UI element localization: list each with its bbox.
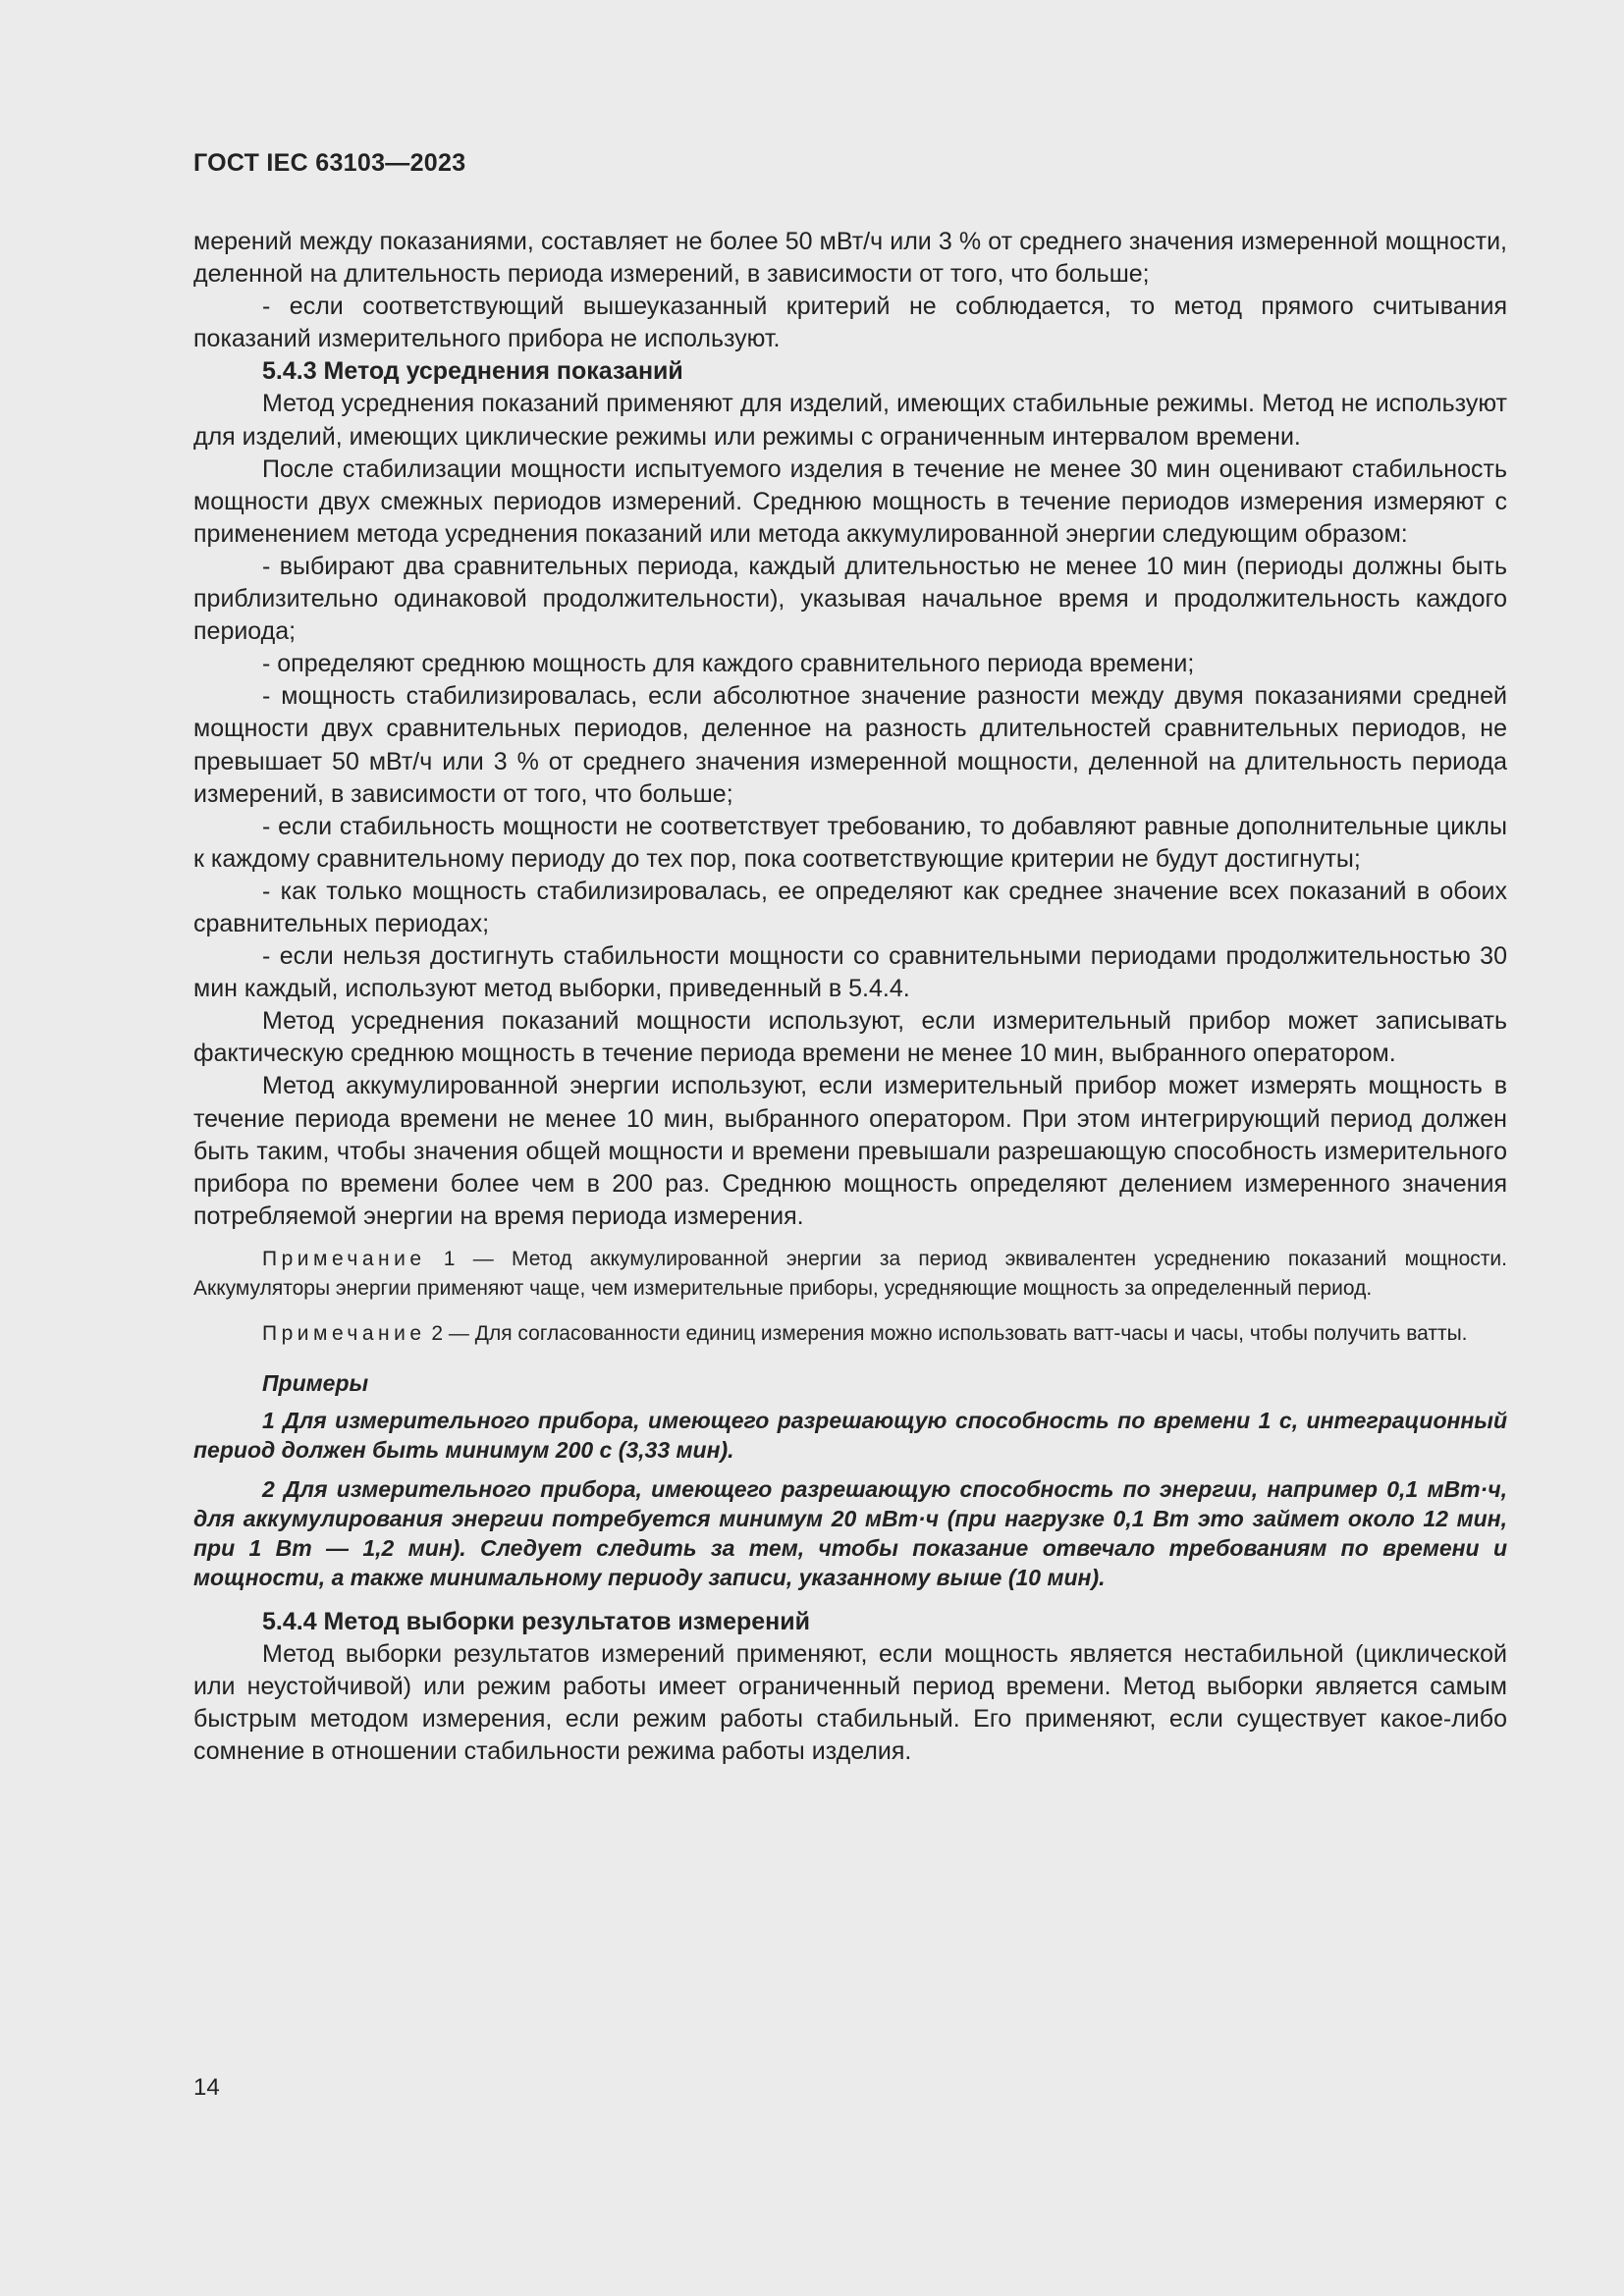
example-item: 2 Для измерительного прибора, имеющего разрешающую способность по энергии, например 0,1 мВт·ч, для аккумулирования энергии потребуется минимум 20 мВт·ч (при нагрузке 0,1 Вт это займет около 12 мин, при 1 Вт — 1,2 мин). Следует следить за тем, чтобы показание отвечало требованиям по времени и мощности, а также минимальному периоду записи, указанному выше (10 мин). bbox=[193, 1475, 1507, 1590]
list-item: - определяют среднюю мощность для каждого сравнительного периода времени; bbox=[262, 650, 1195, 678]
section-heading-5-4-3: 5.4.3 Метод усреднения показаний bbox=[262, 357, 683, 386]
paragraph: Метод усреднения показаний мощности используют, если измерительный прибор может записывать фактическую среднюю мощность в течение периода времени не менее 10 мин, выбранного оператором. bbox=[193, 1007, 1507, 1068]
note-label: Примечание bbox=[262, 1321, 426, 1345]
list-item: - если соответствующий вышеуказанный критерий не соблюдается, то метод прямого считывания показаний измерительного прибора не используют. bbox=[193, 293, 1507, 353]
section-heading-5-4-4: 5.4.4 Метод выборки результатов измерений bbox=[262, 1607, 810, 1635]
list-item: - выбирают два сравнительных периода, каждый длительностью не менее 10 мин (периоды должны быть приблизительно одинаковой продолжительности), указывая начальное время и продолжительность каждого периода; bbox=[193, 552, 1507, 646]
list-item: - мощность стабилизировалась, если абсолютное значение разности между двумя показаниями средней мощности двух сравнительных периодов, деленное на разность длительностей сравнительных периодов, не превышает 50 мВт/ч или 3 % от среднего значения измеренной мощности, деленной на длительность периода измерений, в зависимости от того, что больше; bbox=[193, 682, 1507, 808]
note-text: 1 — Метод аккумулированной энергии за период эквивалентен усреднению показаний мощности. Аккумуляторы энергии применяют чаще, чем измерительные приборы, усредняющие мощность за определенный период. bbox=[193, 1247, 1507, 1300]
examples-title: Примеры bbox=[262, 1369, 369, 1396]
paragraph: Метод выборки результатов измерений применяют, если мощность является нестабильной (циклической или неустойчивой) или режим работы имеет ограниченный период времени. Метод выборки является самым быстрым методом измерения, если режим работы стабильный. Его применяют, если существует какое-либо сомнение в отношении стабильности режима работы изделия. bbox=[193, 1640, 1507, 1766]
paragraph-continuation: мерений между показаниями, составляет не более 50 мВт/ч или 3 % от среднего значения измеренной мощности, деленной на длительность периода измерений, в зависимости от того, что больше; bbox=[193, 228, 1507, 289]
document-body bbox=[193, 226, 1507, 1768]
note-2 bbox=[193, 1319, 1507, 1349]
list-item: - если нельзя достигнуть стабильности мощности со сравнительными периодами продолжительностью 30 мин каждый, используют метод выборки, приведенный в 5.4.4. bbox=[193, 942, 1507, 1003]
paragraph: После стабилизации мощности испытуемого изделия в течение не менее 30 мин оценивают стабильность мощности двух смежных периодов измерений. Среднюю мощность в течение периодов измерения измеряют с применением метода усреднения показаний или метода аккумулированной энергии следующим образом: bbox=[193, 454, 1507, 548]
document-header: ГОСТ IEC 63103—2023 bbox=[193, 149, 466, 177]
example-item: 1 Для измерительного прибора, имеющего разрешающую способность по времени 1 с, интеграционный период должен быть минимум 200 с (3,33 мин). bbox=[193, 1407, 1507, 1463]
note-label: Примечание bbox=[262, 1247, 426, 1270]
paragraph: Метод аккумулированной энергии используют, если измерительный прибор может измерять мощность в течение периода времени не менее 10 мин, выбранного оператором. При этом интегрирующий период должен быть таким, чтобы значения общей мощности и времени превышали разрешающую способность измерительного прибора по времени более чем в 200 раз. Среднюю мощность определяют делением измеренного значения потребляемой энергии на время периода измерения. bbox=[193, 1072, 1507, 1230]
note-text: 2 — Для согласованности единиц измерения можно использовать ватт-часы и часы, чтобы получить ватты. bbox=[425, 1321, 1468, 1345]
page-number: 14 bbox=[193, 2074, 220, 2101]
paragraph: Метод усреднения показаний применяют для изделий, имеющих стабильные режимы. Метод не используют для изделий, имеющих циклические режимы или режимы с ограниченным интервалом времени. bbox=[193, 390, 1507, 451]
note-1 bbox=[193, 1245, 1507, 1304]
list-item: - как только мощность стабилизировалась, ее определяют как среднее значение всех показаний в обоих сравнительных периодах; bbox=[193, 877, 1507, 937]
list-item: - если стабильность мощности не соответствует требованию, то добавляют равные дополнительные циклы к каждому сравнительному периоду до тех пор, пока соответствующие критерии не будут достигнуты; bbox=[193, 812, 1507, 873]
